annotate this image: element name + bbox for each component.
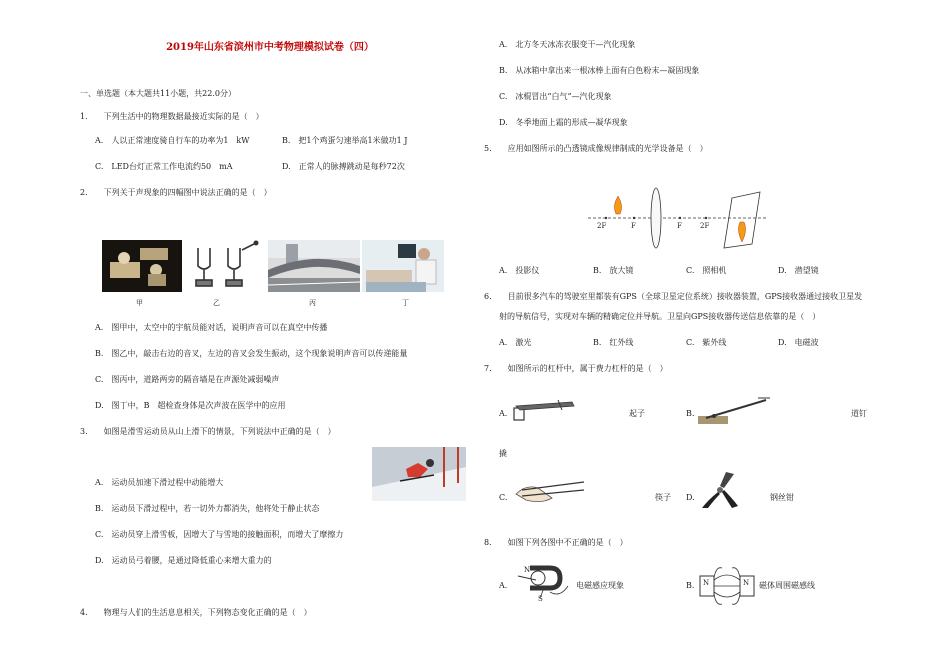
q2-option-a: A. 图甲中，太空中的宇航员能对话，说明声音可以在真空中传播: [95, 323, 328, 332]
pliers-icon: [698, 470, 742, 510]
q2-tuning-forks: [184, 240, 264, 292]
q5-option-b: B. 放大镜: [593, 266, 634, 275]
q4-option-a: A. 北方冬天冰冻衣服变干—汽化现象: [499, 40, 636, 49]
q5-label-2f-right: 2F: [700, 222, 710, 230]
q4-stem: 4. 物理与人们的生活息息相关，下列物态变化正确的是（ ）: [80, 608, 312, 617]
q7-option-b-letter: B.: [686, 409, 695, 418]
q8-option-b-letter: B.: [686, 581, 695, 590]
q8-b-north-mark-right: N: [743, 579, 750, 587]
q7-option-a-letter: A.: [499, 409, 508, 418]
q7-option-a-label: 起子: [629, 409, 645, 418]
q2-label-ding: 丁: [402, 299, 409, 307]
q3-option-b: B. 运动员下滑过程中，若一切外力都消失，他将处于静止状态: [95, 504, 320, 513]
q7-pliers-figure: [698, 470, 742, 510]
q8-stem: 8. 如图下列各图中不正确的是（ ）: [484, 538, 628, 547]
q1-option-c: C. LED台灯正常工作电流约50 mA: [95, 162, 233, 171]
skier-image: [372, 447, 466, 501]
q3-photo-skier: [372, 447, 466, 501]
astronaut-image: [102, 240, 182, 292]
q1-option-b: B. 把1个鸡蛋匀速举高1米做功1 J: [282, 136, 408, 145]
q4-option-c: C. 冰棍冒出“白气”—汽化现象: [499, 92, 612, 101]
q6-stem-line1: 6. 目前很多汽车的驾驶室里都装有GPS（全球卫星定位系统）接收器装置，GPS接收器通过接收卫星发: [484, 292, 863, 301]
q5-option-c: C. 照相机: [686, 266, 727, 275]
q2-label-bing: 丙: [309, 299, 316, 307]
convex-lens-diagram: [586, 184, 770, 250]
chopsticks-icon: [512, 476, 586, 506]
q8-option-b-label: 磁体周围磁感线: [759, 581, 815, 590]
q2-option-c: C. 图丙中，道路两旁的隔音墙是在声源处减弱噪声: [95, 375, 280, 384]
q3-option-c: C. 运动员穿上滑雪板，因增大了与雪地的接触面积，而增大了摩擦力: [95, 530, 344, 539]
q7-crowbar-figure: [696, 396, 772, 426]
bottle-opener-icon: [510, 396, 578, 422]
q1-option-a: A. 人以正常速度骑自行车的功率为1 kW: [95, 136, 250, 145]
q4-option-d: D. 冬季地面上霜的形成—凝华现象: [499, 118, 628, 127]
page-title: 2019年山东省滨州市中考物理模拟试卷（四）: [166, 42, 374, 53]
q8-option-a-letter: A.: [499, 581, 508, 590]
q7-option-c-letter: C.: [499, 493, 508, 502]
q6-option-c: C. 紫外线: [686, 338, 727, 347]
q5-label-2f-left: 2F: [597, 222, 607, 230]
q4-option-b: B. 从冰箱中拿出来一根冰棒上面有白色粉末—凝固现象: [499, 66, 700, 75]
road-soundwall-image: [268, 240, 360, 292]
q3-stem: 3. 如图是滑雪运动员从山上滑下的情景，下列说法中正确的是（ ）: [80, 427, 336, 436]
tuning-fork-icon: [184, 240, 264, 292]
q2-label-jia: 甲: [136, 299, 143, 307]
q8-option-a-label: 电磁感应现象: [576, 581, 624, 590]
q2-photo-soundwall: [268, 240, 360, 292]
q5-label-f-left: F: [631, 222, 636, 230]
q7-chopsticks-figure: [512, 476, 586, 506]
q7-option-d-letter: D.: [686, 493, 695, 502]
ultrasound-image: [362, 240, 444, 292]
q5-option-a: A. 投影仪: [499, 266, 540, 275]
magnet-coil-icon: [510, 562, 576, 606]
q2-option-b: B. 图乙中，敲击右边的音叉，左边的音叉会发生振动，这个现象说明声音可以传递能量: [95, 349, 408, 358]
q3-option-d: D. 运动员弓着腰，是通过降低重心来增大重力的: [95, 556, 272, 565]
q6-option-a: A. 激光: [499, 338, 532, 347]
q7-bottle-opener-figure: [510, 396, 578, 422]
q5-stem: 5. 应用如图所示的凸透镜成像规律制成的光学设备是（ ）: [484, 144, 708, 153]
q7-option-b-label: 道钉: [851, 409, 867, 418]
q6-stem-line2: 射的导航信号，实现对车辆的精确定位并导航。卫星向GPS接收器传送信息依靠的是（ ）: [499, 312, 821, 321]
q5-lens-diagram: [586, 184, 770, 250]
crowbar-icon: [696, 396, 772, 426]
q7-option-d-label: 钢丝钳: [770, 493, 794, 502]
q3-option-a: A. 运动员加速下滑过程中动能增大: [95, 478, 224, 487]
q2-stem: 2. 下列关于声现象的四幅图中说法正确的是（ ）: [80, 188, 272, 197]
q7-stem: 7. 如图所示的杠杆中，属于费力杠杆的是（ ）: [484, 364, 668, 373]
q7-option-c-label: 筷子: [655, 493, 671, 502]
q5-label-f-right: F: [677, 222, 682, 230]
q6-option-b: B. 红外线: [593, 338, 634, 347]
q8-a-south-mark: S: [538, 595, 543, 603]
q8-b-north-mark-left: N: [703, 579, 710, 587]
q2-option-d: D. 图丁中，B 超检查身体是次声波在医学中的应用: [95, 401, 286, 410]
q1-stem: 1. 下列生活中的物理数据最接近实际的是（ ）: [80, 112, 264, 121]
q6-option-d: D. 电磁波: [778, 338, 819, 347]
q7-option-b-label-cont: 撬: [499, 449, 507, 458]
q2-label-yi: 乙: [213, 299, 220, 307]
q5-option-d: D. 潜望镜: [778, 266, 819, 275]
section-heading: 一、单选题（本大题共11小题，共22.0分）: [80, 89, 236, 98]
q8-induction-figure: [510, 562, 576, 606]
q2-photo-astronauts: [102, 240, 182, 292]
q8-field-lines-figure: [696, 566, 758, 606]
q8-a-north-mark: N: [524, 566, 531, 574]
q2-photo-ultrasound: [362, 240, 444, 292]
q1-option-d: D. 正常人的脉搏跳动是每秒72次: [282, 162, 405, 171]
